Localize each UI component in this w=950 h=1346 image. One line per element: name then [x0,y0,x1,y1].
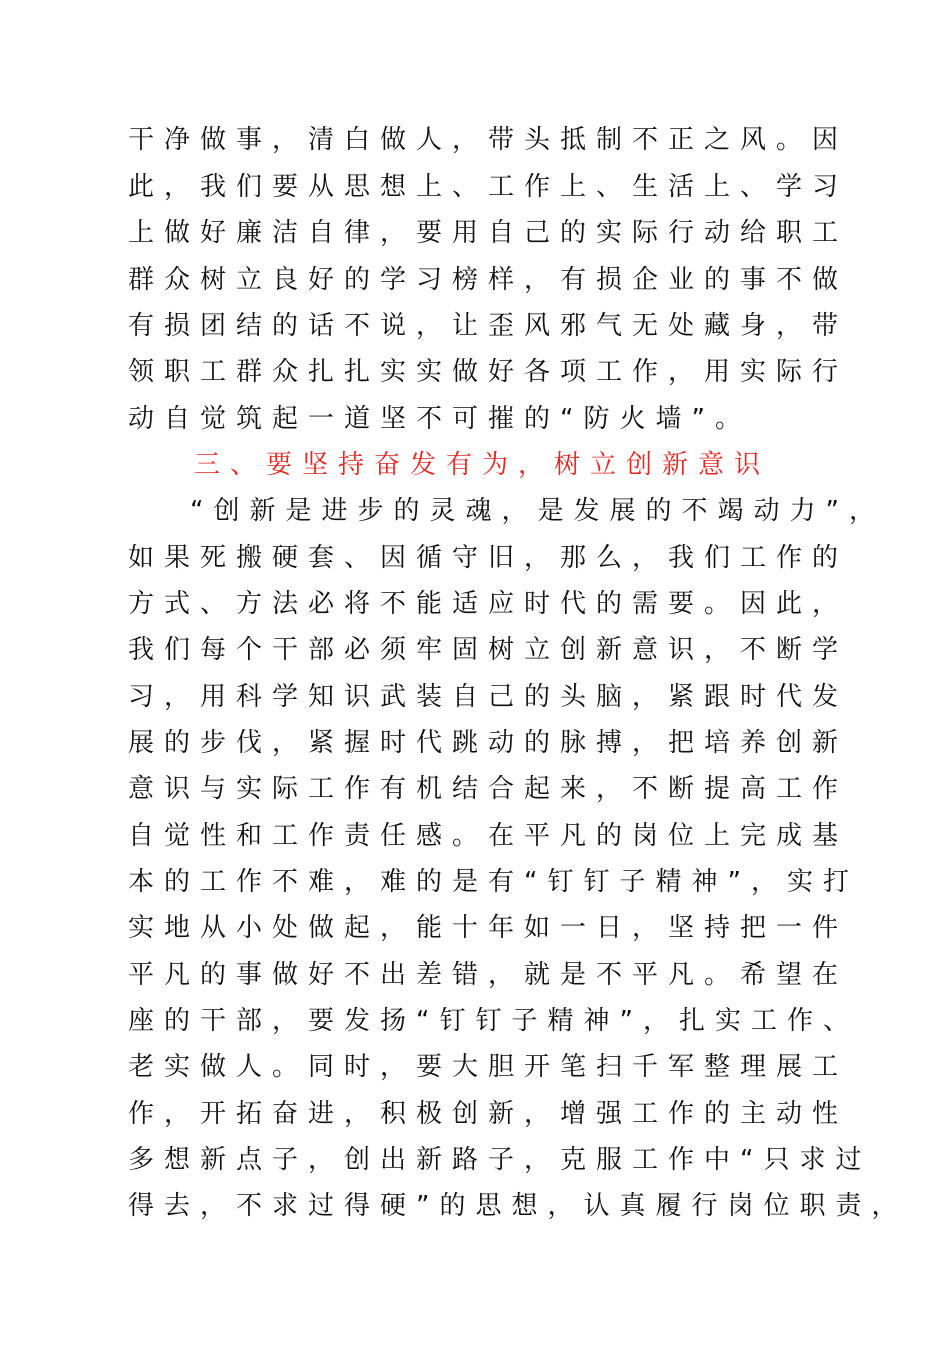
paragraph-line: 自觉性和工作责任感。在平凡的岗位上完成基 [128,821,849,851]
paragraph-line: 有损团结的话不说，让歪风邪气无处藏身，带 [128,311,849,341]
paragraph-line: 如果死搬硬套、因循守旧，那么，我们工作的 [128,543,849,573]
paragraph-line: 老实做人。同时，要大胆开笔扫千军整理展工 [128,1052,849,1082]
section-heading: 三、要坚持奋发有为，树立创新意识 [194,450,771,480]
paragraph-line: “创新是进步的灵魂，是发展的不竭动力”， [190,496,885,526]
paragraph-line: 我们每个干部必须牢固树立创新意识，不断学 [128,635,849,665]
paragraph-line: 多想新点子，创出新路子，克服工作中“只求过 [128,1145,872,1175]
paragraph-line: 此，我们要从思想上、工作上、生活上、学习 [128,172,849,202]
paragraph-line: 意识与实际工作有机结合起来，不断提高工作 [128,774,849,804]
paragraph-line: 上做好廉洁自律，要用自己的实际行动给职工 [128,218,849,248]
paragraph-line: 座的干部，要发扬“钉钉子精神”，扎实工作、 [128,1006,859,1036]
paragraph-line: 干净做事，清白做人，带头抵制不正之风。因 [128,125,849,155]
paragraph-line: 作，开拓奋进，积极创新，增强工作的主动性 [128,1099,849,1129]
paragraph-line: 实地从小处做起，能十年如一日，坚持把一件 [128,913,849,943]
paragraph-line: 展的步伐，紧握时代跳动的脉搏，把培养创新 [128,728,849,758]
paragraph-line: 动自觉筑起一道坚不可摧的“防火墙”。 [128,404,751,434]
paragraph-line: 方式、方法必将不能适应时代的需要。因此， [128,589,849,619]
paragraph-line: 得去，不求过得硬”的思想，认真履行岗位职责， [128,1191,908,1221]
paragraph-line: 平凡的事做好不出差错，就是不平凡。希望在 [128,960,849,990]
paragraph-line: 习，用科学知识武装自己的头脑，紧跟时代发 [128,682,849,712]
paragraph-line: 领职工群众扎扎实实做好各项工作，用实际行 [128,357,849,387]
paragraph-line: 本的工作不难，难的是有“钉钉子精神”，实打 [128,867,859,897]
paragraph-line: 群众树立良好的学习榜样，有损企业的事不做 [128,265,849,295]
